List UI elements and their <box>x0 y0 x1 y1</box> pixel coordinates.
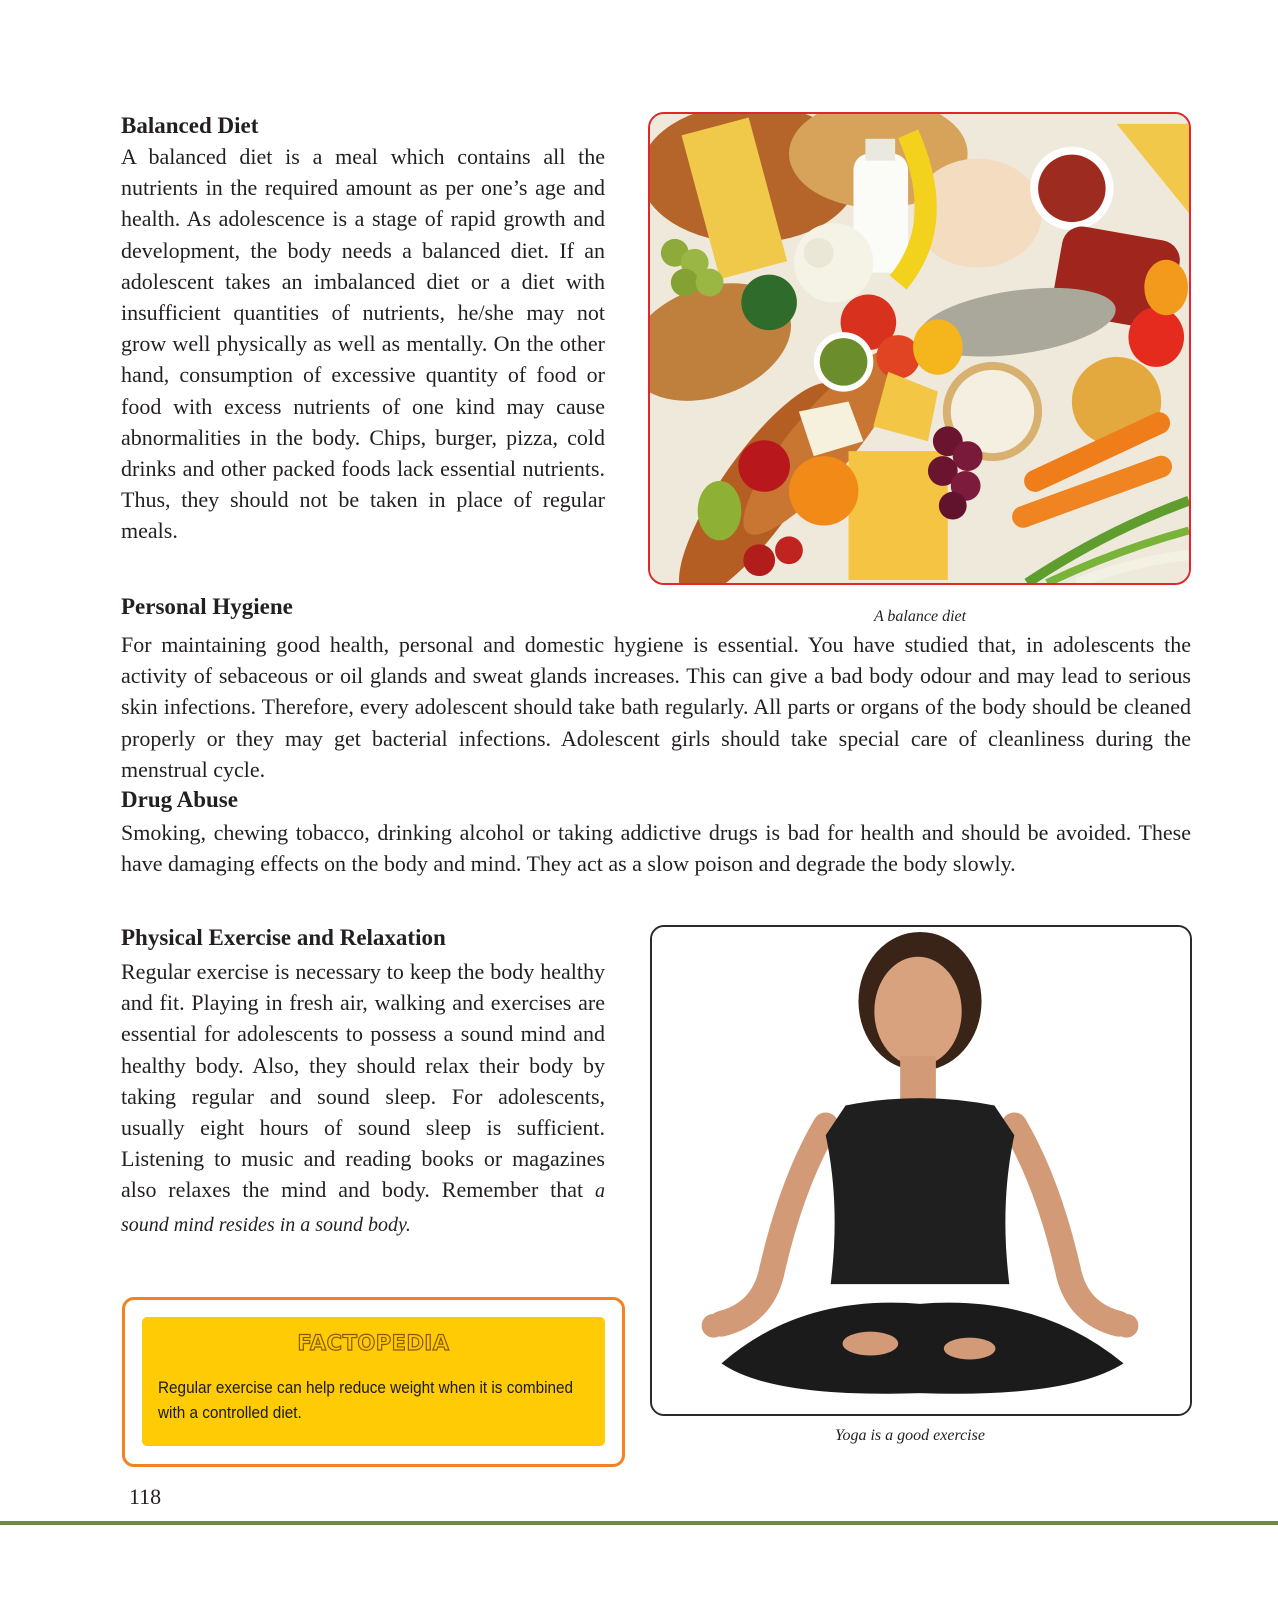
factopedia-title: FACTOPEDIA <box>297 1331 450 1355</box>
balanced-diet-heading: Balanced Diet <box>121 113 259 138</box>
physical-exercise-body: Regular exercise is necessary to keep the body healthy and fit. Playing in fresh air, walking and exercises are essential for adolescents to possess a sound mind and healthy body. Also, they should relax their body by taking regular and sound sleep. For adolescents, usually eight hours of sound sleep is sufficient. Listening to music and reading books or magazines also relaxes the mind and body. Remember that <box>121 959 605 1203</box>
factopedia-panel <box>142 1317 605 1446</box>
yoga-illustration <box>652 927 1190 1414</box>
physical-exercise-heading: Physical Exercise and Relaxation <box>121 925 446 950</box>
personal-hygiene-text: For maintaining good health, personal and domestic hygiene is essential. You have studied that, in adolescents the activity of sebaceous or oil glands and sweat glands increases. This can give a bad body odour and may lead to serious skin infections. Therefore, every adolescent should take bath regularly. All parts or organs of the body should be cleaned properly or they may get bacterial infections. Adolescent girls should take special care of cleanliness during the menstrual cycle. <box>121 632 1191 782</box>
balanced-diet-image <box>648 112 1191 585</box>
drug-abuse-text: Smoking, chewing tobacco, drinking alcohol or taking addictive drugs is bad for health and should be avoided. These have damaging effects on the body and mind. They act as a slow poison and degrade the body slowly. <box>121 820 1191 877</box>
physical-exercise-quote: a sound mind resides in a sound body. <box>121 1180 605 1236</box>
drug-abuse-heading: Drug Abuse <box>121 787 238 812</box>
personal-hygiene-heading: Personal Hygiene <box>121 594 293 619</box>
factopedia-text: Regular exercise can help reduce weight when it is combined with a controlled diet. <box>158 1378 574 1422</box>
balanced-diet-text: A balanced diet is a meal which contains all the nutrients in the required amount as per one’s age and health. As adolescence is a stage of rapid growth and development, the body needs a balanced diet. If an adolescent takes an imbalanced diet or a diet with insufficient quantities of nutrients, he/she may not grow well physically as well as mentally. On the other hand, consumption of excessive quantity of food or food with excess nutrients of one kind may cause abnormalities in the body. Chips, burger, pizza, cold drinks and other packed foods lack essential nutrients. Thus, they should not be taken in place of regular meals. <box>121 144 605 544</box>
factopedia-box <box>122 1297 625 1467</box>
food-illustration <box>650 114 1189 583</box>
physical-exercise-text <box>121 956 605 1241</box>
page-number: 118 <box>129 1484 162 1509</box>
yoga-caption: Yoga is a good exercise <box>835 1427 985 1444</box>
yoga-image <box>650 925 1192 1416</box>
balanced-diet-caption: A balance diet <box>873 608 967 625</box>
footer-line <box>0 1521 1278 1525</box>
